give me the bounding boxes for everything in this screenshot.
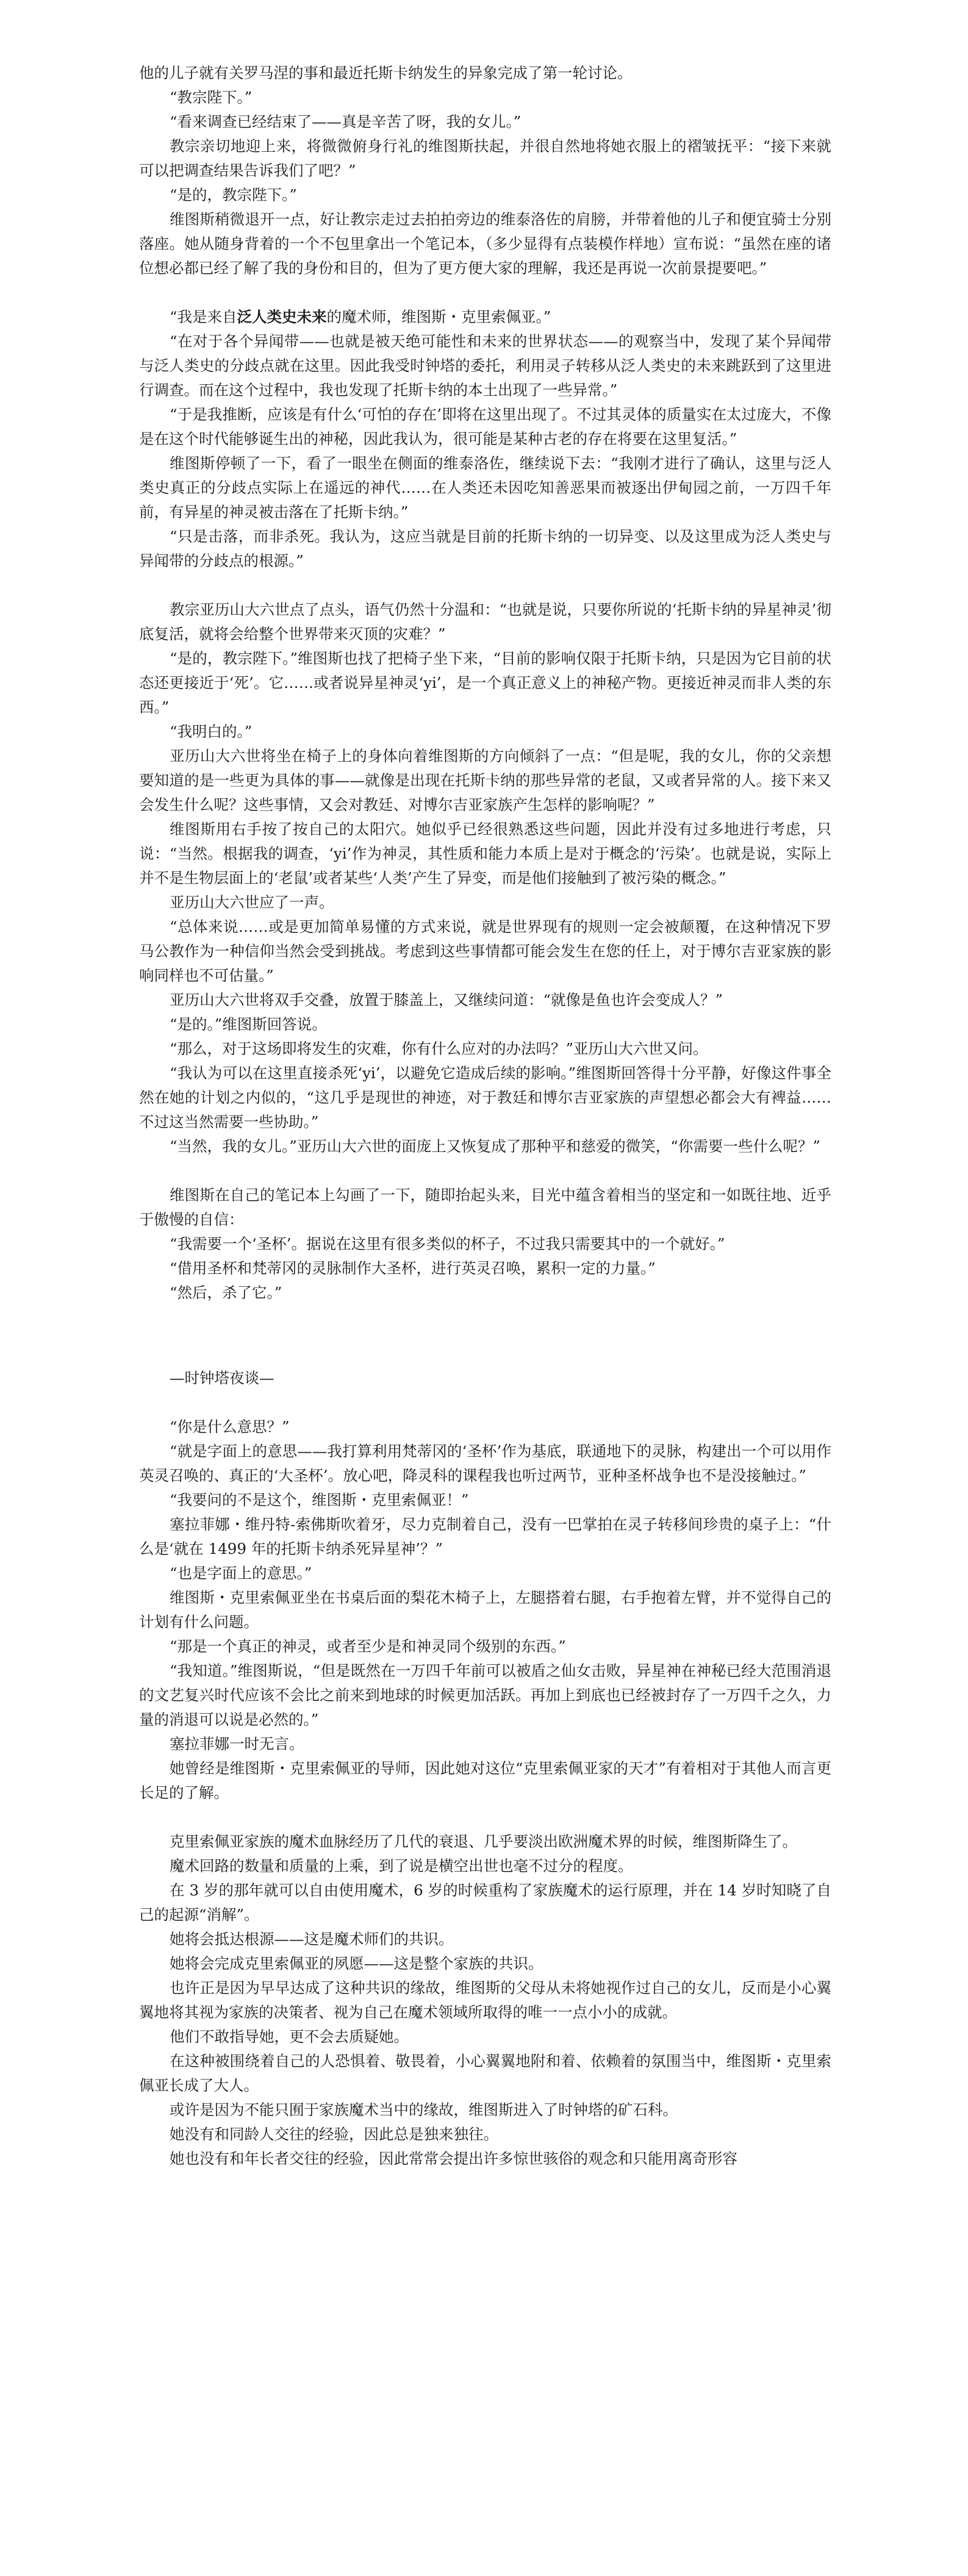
paragraph: “也是字面上的意思。” [170, 1564, 312, 1582]
paragraph: “借用圣杯和梵蒂冈的灵脉制作大圣杯，进行英灵召唤，累积一定的力量。” [170, 1259, 656, 1277]
paragraph: 亚历山大六世应了一声。 [170, 893, 334, 911]
paragraph: “是的，教宗陛下。” [170, 186, 297, 204]
paragraph: 维图斯停顿了一下，看了一眼坐在侧面的维泰洛佐，继续说下去：“我刚才进行了确认，这里与泛人类史真正的分歧点实际上在遥远的神代……在人类还未因吃知善恶果而被逐出伊甸园之前，一万四千年前，有异星的神灵被击落在了托斯卡纳。” [139, 454, 831, 521]
paragraph: —时钟塔夜谈— [170, 1369, 274, 1387]
paragraph: 亚历山大六世将坐在椅子上的身体向着维图斯的方向倾斜了一点：“但是呢，我的女儿，你的父亲想要知道的是一些更为具体的事——就像是出现在托斯卡纳的那些异常的老鼠，又或者异常的人。接下来又会发生什么呢？这些事情，又会对教廷、对博尔吉亚家族产生怎样的影响呢？” [139, 747, 831, 814]
paragraph: 维图斯在自己的笔记本上勾画了一下，随即抬起头来，目光中蕴含着相当的坚定和一如既往地、近乎于傲慢的自信： [139, 1186, 831, 1228]
paragraph: 她也没有和年长者交往的经验，因此常常会提出许多惊世骇俗的观念和只能用离奇形容 [170, 2150, 737, 2167]
paragraph: “在对于各个异闻带——也就是被天绝可能性和未来的世界状态——的观察当中，发现了某个异闻带与泛人类史的分歧点就在这里。因此我受时钟塔的委托，利用灵子转移从泛人类史的未来跳跃到了这里进行调查。而在这个过程中，我也发现了托斯卡纳的本土出现了一些异常。” [139, 332, 831, 399]
paragraph: “我是来自泛人类史未来的魔术师，维图斯・克里索佩亚。” [170, 308, 551, 326]
paragraph: “我需要一个‘圣杯’。据说在这里有很多类似的杯子，不过我只需要其中的一个就好。” [170, 1235, 725, 1253]
paragraph: 维图斯用右手按了按自己的太阳穴。她似乎已经很熟悉这些问题，因此并没有过多地进行考虑，只说：“当然。根据我的调查，‘yi’作为神灵，其性质和能力本质上是对于概念的‘污染’。也就是说，实际上并不是生物层面上的‘老鼠’或者某些‘人类’产生了异变，而是他们接触到了被污染的概念。” [139, 820, 831, 887]
paragraph: 在这种被围绕着自己的人恐惧着、敬畏着，小心翼翼地附和着、依赖着的氛围当中，维图斯・克里索佩亚长成了大人。 [139, 2052, 831, 2094]
paragraph: “是的。”维图斯回答说。 [170, 1015, 327, 1033]
paragraph: 教宗亚历山大六世点了点头，语气仍然十分温和：“也就是说，只要你所说的‘托斯卡纳的异星神灵’彻底复活，就将会给整个世界带来灭顶的灾难？” [139, 601, 831, 643]
paragraph: “是的，教宗陛下。”维图斯也找了把椅子坐下来，“目前的影响仅限于托斯卡纳，只是因为它目前的状态还更接近于‘死’。它……或者说异星神灵‘yi’，是一个真正意义上的神秘产物。更接近神灵而非人类的东西。” [139, 649, 831, 716]
paragraph: “当然，我的女儿。”亚历山大六世的面庞上又恢复成了那种平和慈爱的微笑，“你需要一些什么呢？” [170, 1137, 820, 1155]
paragraph: 或许是因为不能只囿于家族魔术当中的缘故，维图斯进入了时钟塔的矿石科。 [170, 2101, 678, 2119]
paragraph: “看来调查已经结束了——真是辛苦了呀，我的女儿。” [170, 113, 522, 131]
paragraph: 魔术回路的数量和质量的上乘，到了说是横空出世也毫不过分的程度。 [170, 1857, 633, 1875]
document-page [139, 61, 831, 2171]
paragraph: “那么，对于这场即将发生的灾难，你有什么应对的办法吗？”亚历山大六世又问。 [170, 1040, 708, 1057]
paragraph: 她曾经是维图斯・克里索佩亚的导师，因此她对这位“克里索佩亚家的天才”有着相对于其他人而言更长足的了解。 [139, 1759, 831, 1801]
paragraph: 她将会完成克里索佩亚的夙愿——这是整个家族的共识。 [170, 1955, 543, 1972]
paragraph: “我知道。”维图斯说，“但是既然在一万四千年前可以被盾之仙女击败，异星神在神秘已经大范围消退的文艺复兴时代应该不会比之前来到地球的时候更加活跃。再加上到底也已经被封存了一万四千之久，力量的消退可以说是必然的。” [139, 1662, 831, 1728]
paragraph: 在 3 岁的那年就可以自由使用魔术，6 岁的时候重构了家族魔术的运行原理，并在 14 岁时知晓了自己的起源“消解”。 [139, 1881, 831, 1923]
paragraph: “我明白的。” [170, 723, 253, 740]
paragraph: “然后，杀了它。” [170, 1284, 282, 1301]
paragraph: 塞拉菲娜・维丹特-索佛斯吹着牙，尽力克制着自己，没有一巴掌拍在灵子转移间珍贵的桌子上：“什么是‘就在 1499 年的托斯卡纳杀死异星神’？” [139, 1515, 831, 1558]
paragraph: 也许正是因为早早达成了这种共识的缘故，维图斯的父母从未将她视作过自己的女儿，反而是小心翼翼地将其视为家族的决策者、视为自己在魔术领域所取得的唯一一点小小的成就。 [139, 1979, 831, 2021]
paragraph: “只是击落，而非杀死。我认为，这应当就是目前的托斯卡纳的一切异变、以及这里成为泛人类史与异闻带的分歧点的根源。” [139, 528, 831, 570]
paragraph: 她将会抵达根源——这是魔术师们的共识。 [170, 1930, 454, 1948]
paragraph: “于是我推断，应该是有什么‘可怕的存在’即将在这里出现了。不过其灵体的质量实在太过庞大，不像是在这个时代能够诞生出的神秘，因此我认为，很可能是某种古老的存在将要在这里复活。” [139, 406, 831, 448]
paragraph: “教宗陛下。” [170, 88, 253, 106]
paragraph: “你是什么意思？” [170, 1418, 290, 1436]
paragraph: “我要问的不是这个，维图斯・克里索佩亚！” [170, 1491, 469, 1509]
paragraph: 她没有和同龄人交往的经验，因此总是独来独往。 [170, 2125, 498, 2143]
paragraph: 维图斯稍微退开一点，好让教宗走过去拍拍旁边的维泰洛佐的肩膀，并带着他的儿子和便宜骑士分别落座。她从随身背着的一个不包里拿出一个笔记本，（多少显得有点装模作样地）宣布说：“虽然在座的诸位想必都已经了解了我的身份和目的，但为了更方便大家的理解，我还是再说一次前景提要吧。” [139, 210, 831, 277]
paragraph: 克里索佩亚家族的魔术血脉经历了几代的衰退、几乎要淡出欧洲魔术界的时候，维图斯降生了。 [170, 1833, 797, 1850]
paragraph: “我认为可以在这里直接杀死‘yi’，以避免它造成后续的影响。”维图斯回答得十分平静，好像这件事全然在她的计划之内似的，“这几乎是现世的神迹，对于教廷和博尔吉亚家族的声望想必都会大有裨益……不过这当然需要一些协助。” [139, 1064, 831, 1131]
paragraph: 他们不敢指导她，更不会去质疑她。 [170, 2028, 409, 2045]
paragraph: 他的儿子就有关罗马涅的事和最近托斯卡纳发生的异象完成了第一轮讨论。 [139, 64, 633, 82]
paragraph: “那是一个真正的神灵，或者至少是和神灵同个级别的东西。” [170, 1637, 566, 1655]
paragraph: 维图斯・克里索佩亚坐在书桌后面的梨花木椅子上，左腿搭着右腿，右手抱着左臂，并不觉得自己的计划有什么问题。 [139, 1589, 831, 1631]
paragraph: 塞拉菲娜一时无言。 [170, 1735, 304, 1753]
paragraph: “就是字面上的意思——我打算利用梵蒂冈的‘圣杯’作为基底，联通地下的灵脉，构建出一个可以用作英灵召唤的、真正的‘大圣杯’。放心吧，降灵科的课程我也听过两节，亚种圣杯战争也不是没接触过。” [139, 1442, 831, 1484]
paragraph: “总体来说……或是更加简单易懂的方式来说，就是世界现有的规则一定会被颠覆，在这种情况下罗马公教作为一种信仰当然会受到挑战。考虑到这些事情都可能会发生在您的任上，对于博尔吉亚家族的影响同样也不可估量。” [139, 918, 831, 984]
paragraph: 亚历山大六世将双手交叠，放置于膝盖上，又继续问道：“就像是鱼也许会变成人？” [170, 991, 723, 1009]
paragraph: 教宗亲切地迎上来，将微微俯身行礼的维图斯扶起，并很自然地将她衣服上的褶皱抚平：“接下来就可以把调查结果告诉我们了吧？” [139, 137, 831, 179]
